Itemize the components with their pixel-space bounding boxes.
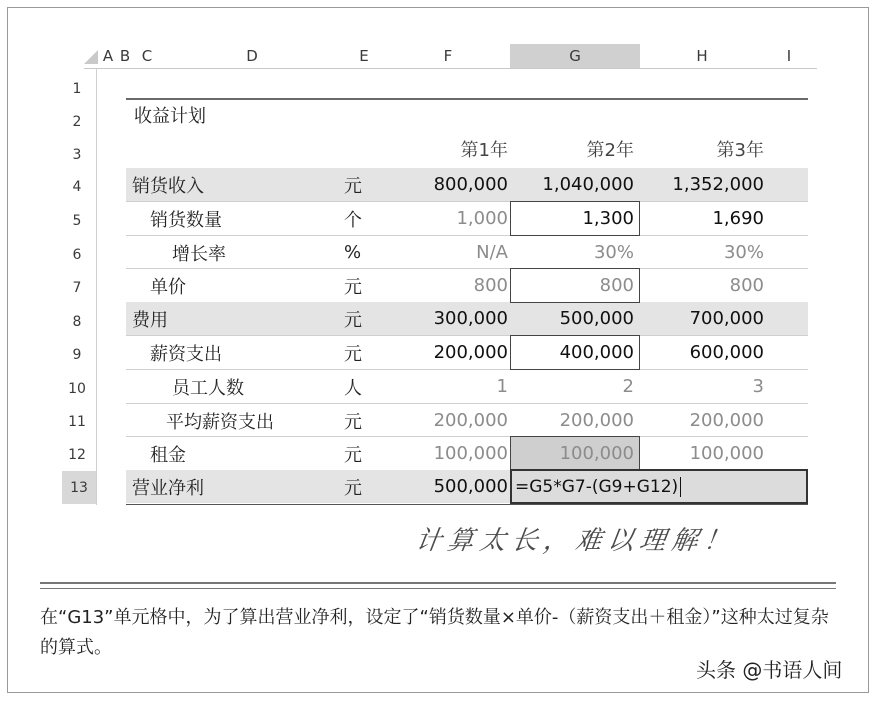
row-header-3[interactable]: 3 [72, 146, 82, 163]
growth-rate-y2[interactable]: 30% [593, 242, 634, 263]
row-header-5[interactable]: 5 [72, 212, 82, 229]
unit-expenses[interactable]: 元 [344, 309, 362, 331]
sales-qty-y2[interactable]: 1,300 [582, 208, 634, 229]
label-sales-qty[interactable]: 销货数量 [150, 209, 222, 231]
growth-rate-y3[interactable]: 30% [723, 242, 764, 263]
g13-formula-text: =G5*G7-(G9+G12) [515, 476, 679, 497]
label-rent[interactable]: 租金 [150, 444, 186, 466]
operating-profit-y1[interactable]: 500,000 [433, 476, 508, 497]
rent-y1[interactable]: 100,000 [433, 443, 508, 464]
watermark: 头条 @书语人间 [696, 658, 843, 682]
unit-growth-rate[interactable]: % [344, 242, 362, 263]
label-growth-rate[interactable]: 增长率 [172, 243, 226, 265]
sales-qty-y1[interactable]: 1,000 [456, 208, 508, 229]
row-header-11[interactable]: 11 [68, 413, 86, 430]
growth-rate-y1[interactable]: N/A [476, 242, 508, 263]
year-header-2[interactable]: 第2年 [586, 139, 634, 161]
headcount-y1[interactable]: 1 [496, 376, 508, 397]
avg-salary-y3[interactable]: 200,000 [689, 410, 764, 431]
row-header-13[interactable]: 13 [62, 471, 96, 504]
unit-headcount[interactable]: 人 [344, 377, 362, 399]
label-revenue[interactable]: 销货收入 [132, 175, 204, 197]
g13-formula-editor[interactable] [510, 469, 808, 504]
row-header-10[interactable]: 10 [68, 380, 86, 397]
caption-rule-bottom [40, 588, 836, 589]
label-unit-price[interactable]: 单价 [150, 276, 186, 298]
column-header-f[interactable]: F [443, 47, 453, 65]
unit-unit-price[interactable]: 元 [344, 276, 362, 298]
unit-sales-qty[interactable]: 个 [344, 209, 362, 231]
label-expenses[interactable]: 费用 [132, 309, 168, 331]
label-headcount[interactable]: 员工人数 [172, 377, 244, 399]
expenses-y2[interactable]: 500,000 [559, 308, 634, 329]
row-header-divider [96, 68, 97, 505]
column-header-i[interactable]: I [786, 47, 792, 65]
table-bottom-border [126, 504, 808, 505]
unit-price-y2[interactable]: 800 [599, 275, 634, 296]
expenses-y3[interactable]: 700,000 [689, 308, 764, 329]
caption-rule-top [40, 582, 836, 584]
unit-operating-profit[interactable]: 元 [344, 477, 362, 499]
label-avg-salary[interactable]: 平均薪资支出 [166, 411, 274, 433]
revenue-y2[interactable]: 1,040,000 [542, 174, 634, 195]
year-header-1[interactable]: 第1年 [460, 139, 508, 161]
rent-y2[interactable]: 100,000 [559, 443, 634, 464]
label-salary[interactable]: 薪资支出 [150, 343, 222, 365]
sheet-title[interactable]: 收益计划 [134, 105, 206, 127]
column-header-a[interactable]: A [102, 47, 114, 65]
table-top-border [126, 98, 808, 100]
column-header-c[interactable]: C [141, 47, 153, 65]
column-header-e[interactable]: E [359, 47, 369, 65]
unit-price-y3[interactable]: 800 [729, 275, 764, 296]
handwritten-annotation: 计算太长，难以理解！ [413, 526, 738, 556]
row-header-6[interactable]: 6 [72, 246, 82, 263]
row-header-9[interactable]: 9 [72, 346, 82, 363]
unit-avg-salary[interactable]: 元 [344, 411, 362, 433]
column-header-g[interactable]: G [510, 44, 640, 68]
expenses-y1[interactable]: 300,000 [433, 308, 508, 329]
select-all-corner[interactable] [84, 50, 98, 64]
column-header-divider [84, 68, 817, 69]
headcount-y3[interactable]: 3 [752, 376, 764, 397]
text-caret [680, 477, 681, 497]
unit-rent[interactable]: 元 [344, 444, 362, 466]
salary-y1[interactable]: 200,000 [433, 342, 508, 363]
headcount-y2[interactable]: 2 [622, 376, 634, 397]
row-header-12[interactable]: 12 [68, 446, 86, 463]
row-header-7[interactable]: 7 [72, 279, 82, 296]
salary-y2[interactable]: 400,000 [559, 342, 634, 363]
avg-salary-y2[interactable]: 200,000 [559, 410, 634, 431]
row-header-1[interactable]: 1 [72, 80, 82, 97]
rent-y3[interactable]: 100,000 [689, 443, 764, 464]
label-operating-profit[interactable]: 营业净利 [132, 477, 204, 499]
row-header-8[interactable]: 8 [72, 313, 82, 330]
row-header-4[interactable]: 4 [72, 178, 82, 195]
salary-y3[interactable]: 600,000 [689, 342, 764, 363]
revenue-y1[interactable]: 800,000 [433, 174, 508, 195]
year-header-3[interactable]: 第3年 [716, 139, 764, 161]
column-header-h[interactable]: H [696, 47, 708, 65]
column-header-b[interactable]: B [119, 47, 131, 65]
unit-salary[interactable]: 元 [344, 343, 362, 365]
sales-qty-y3[interactable]: 1,690 [712, 208, 764, 229]
revenue-y3[interactable]: 1,352,000 [672, 174, 764, 195]
column-header-d[interactable]: D [246, 47, 258, 65]
avg-salary-y1[interactable]: 200,000 [433, 410, 508, 431]
row-header-2[interactable]: 2 [72, 113, 82, 130]
unit-revenue[interactable]: 元 [344, 175, 362, 197]
figure-caption: 在“G13”单元格中，为了算出营业净利，设定了“销货数量×单价-（薪资支出＋租金）”这种太过复杂的算式。 [40, 607, 829, 658]
unit-price-y1[interactable]: 800 [473, 275, 508, 296]
